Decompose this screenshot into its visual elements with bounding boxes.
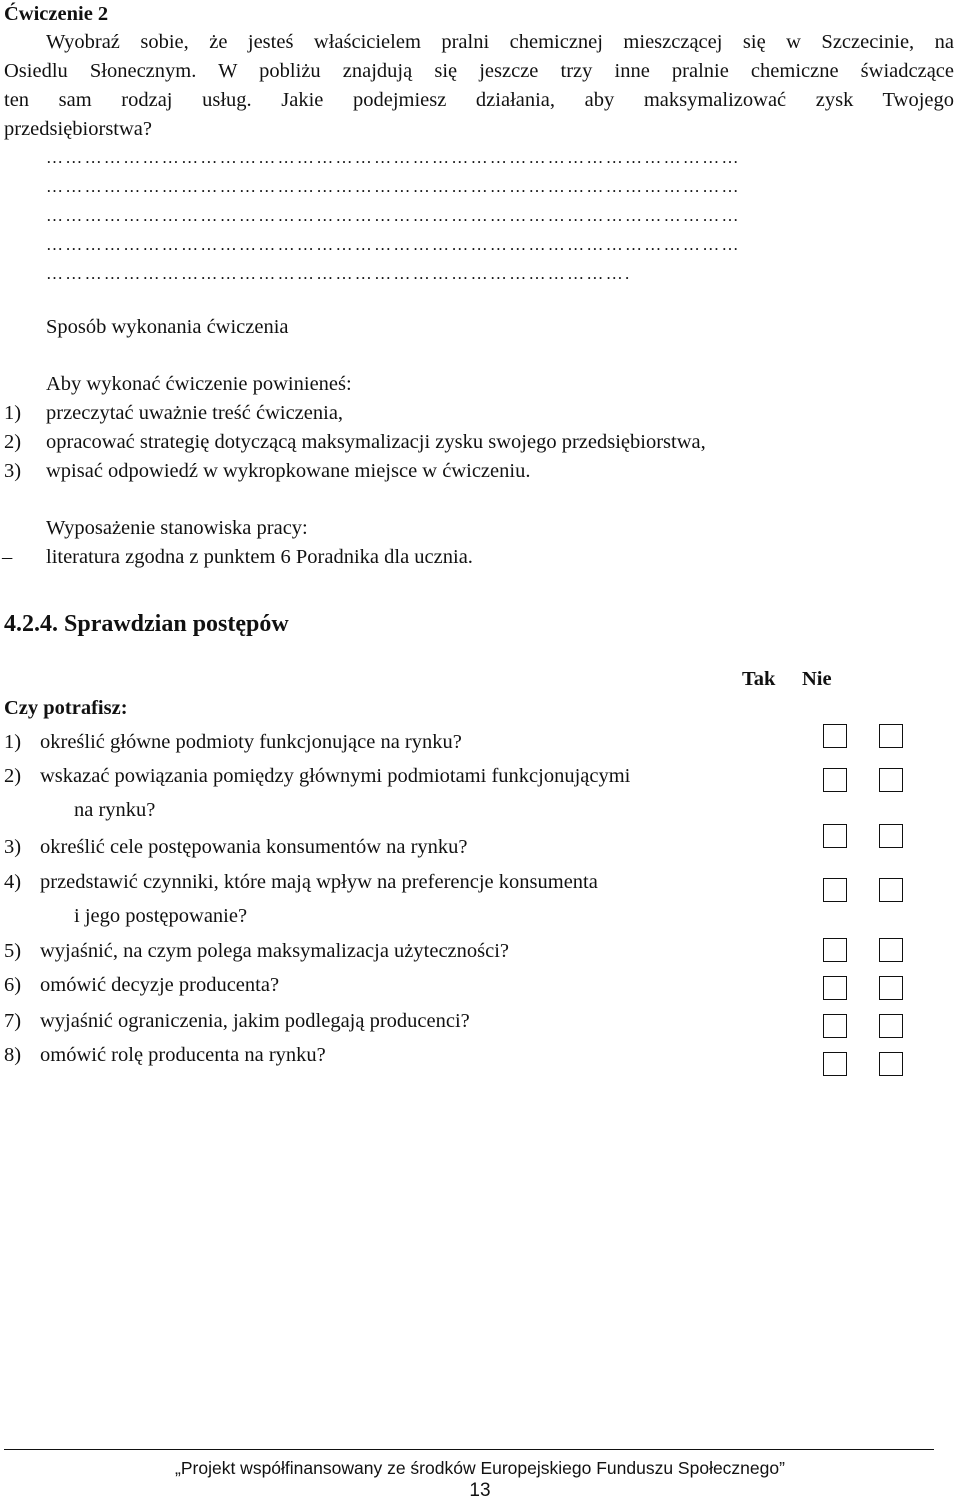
answer-dotted-line: ………………………………………………………………………………………………	[46, 177, 741, 196]
yes-checkbox[interactable]	[823, 938, 847, 962]
footer-divider	[4, 1449, 934, 1450]
no-checkbox[interactable]	[879, 768, 903, 792]
yes-checkbox[interactable]	[823, 1014, 847, 1038]
no-checkbox[interactable]	[879, 938, 903, 962]
yes-checkbox[interactable]	[823, 768, 847, 792]
no-checkbox[interactable]	[879, 976, 903, 1000]
footer-text: „Projekt współfinansowany ze środków Europejskiego Funduszu Społecznego”	[175, 1458, 785, 1478]
method-heading: Sposób wykonania ćwiczenia	[46, 316, 289, 338]
question-text: wyjaśnić, na czym polega maksymalizacja użyteczności?	[40, 940, 510, 962]
question-number: 4)	[4, 871, 22, 893]
step-text: opracować strategię dotyczącą maksymalizacji zysku swojego przedsiębiorstwa,	[46, 431, 706, 453]
step-text: wpisać odpowiedź w wykropkowane miejsce w ćwiczeniu.	[46, 460, 531, 482]
page-number: 13	[469, 1480, 491, 1501]
question-intro: Czy potrafisz:	[4, 697, 128, 719]
answer-dotted-line: ………………………………………………………………………………………………	[46, 148, 741, 167]
section-title: 4.2.4. Sprawdzian postępów	[4, 611, 289, 637]
method-intro: Aby wykonać ćwiczenie powinieneś:	[46, 373, 352, 395]
question-number: 6)	[4, 974, 22, 996]
question-number: 5)	[4, 940, 22, 962]
question-text-continued: na rynku?	[74, 799, 156, 821]
no-checkbox[interactable]	[879, 724, 903, 748]
question-text: określić główne podmioty funkcjonujące na rynku?	[40, 731, 462, 753]
question-text: określić cele postępowania konsumentów na rynku?	[40, 836, 468, 858]
no-checkbox[interactable]	[879, 824, 903, 848]
no-checkbox[interactable]	[879, 1052, 903, 1076]
question-number: 3)	[4, 836, 22, 858]
question-text: omówić decyzje producenta?	[40, 974, 280, 996]
exercise-text-line: ten sam rodzaj usług. Jakie podejmiesz działania, aby maksymalizować zysk Twojego	[4, 89, 954, 111]
answer-dotted-line: ………………………………………………………………………………………………	[46, 235, 741, 254]
question-number: 1)	[4, 731, 22, 753]
equipment-heading: Wyposażenie stanowiska pracy:	[46, 517, 308, 539]
exercise-text-line: Wyobraź sobie, że jesteś właścicielem pralni chemicznej mieszczącej się w Szczecinie, na	[46, 31, 954, 53]
question-number: 7)	[4, 1010, 22, 1032]
equipment-item: literatura zgodna z punktem 6 Poradnika dla ucznia.	[46, 546, 473, 568]
question-text: wskazać powiązania pomiędzy głównymi podmiotami funkcjonującymi	[40, 765, 631, 787]
question-text-continued: i jego postępowanie?	[74, 905, 248, 927]
yes-checkbox[interactable]	[823, 976, 847, 1000]
question-number: 8)	[4, 1044, 22, 1066]
column-header-no: Nie	[802, 668, 832, 690]
step-text: przeczytać uważnie treść ćwiczenia,	[46, 402, 344, 424]
no-checkbox[interactable]	[879, 1014, 903, 1038]
yes-checkbox[interactable]	[823, 824, 847, 848]
exercise-title: Ćwiczenie 2	[4, 3, 109, 25]
step-number: 2)	[4, 431, 22, 453]
step-number: 1)	[4, 402, 22, 424]
column-header-yes: Tak	[742, 668, 776, 690]
answer-dotted-line: ………………………………………………………………………………………………	[46, 206, 741, 225]
question-text: wyjaśnić ograniczenia, jakim podlegają producenci?	[40, 1010, 470, 1032]
answer-dotted-line: ……………………………………………………………………………….	[46, 264, 632, 283]
no-checkbox[interactable]	[879, 878, 903, 902]
question-text: przedstawić czynniki, które mają wpływ na preferencje konsumenta	[40, 871, 598, 893]
step-number: 3)	[4, 460, 22, 482]
exercise-text-line: przedsiębiorstwa?	[4, 118, 152, 140]
question-number: 2)	[4, 765, 22, 787]
yes-checkbox[interactable]	[823, 878, 847, 902]
list-dash: –	[2, 546, 13, 568]
yes-checkbox[interactable]	[823, 1052, 847, 1076]
exercise-text-line: Osiedlu Słonecznym. W pobliżu znajdują się jeszcze trzy inne pralnie chemiczne świadczące	[4, 60, 954, 82]
question-text: omówić rolę producenta na rynku?	[40, 1044, 326, 1066]
yes-checkbox[interactable]	[823, 724, 847, 748]
